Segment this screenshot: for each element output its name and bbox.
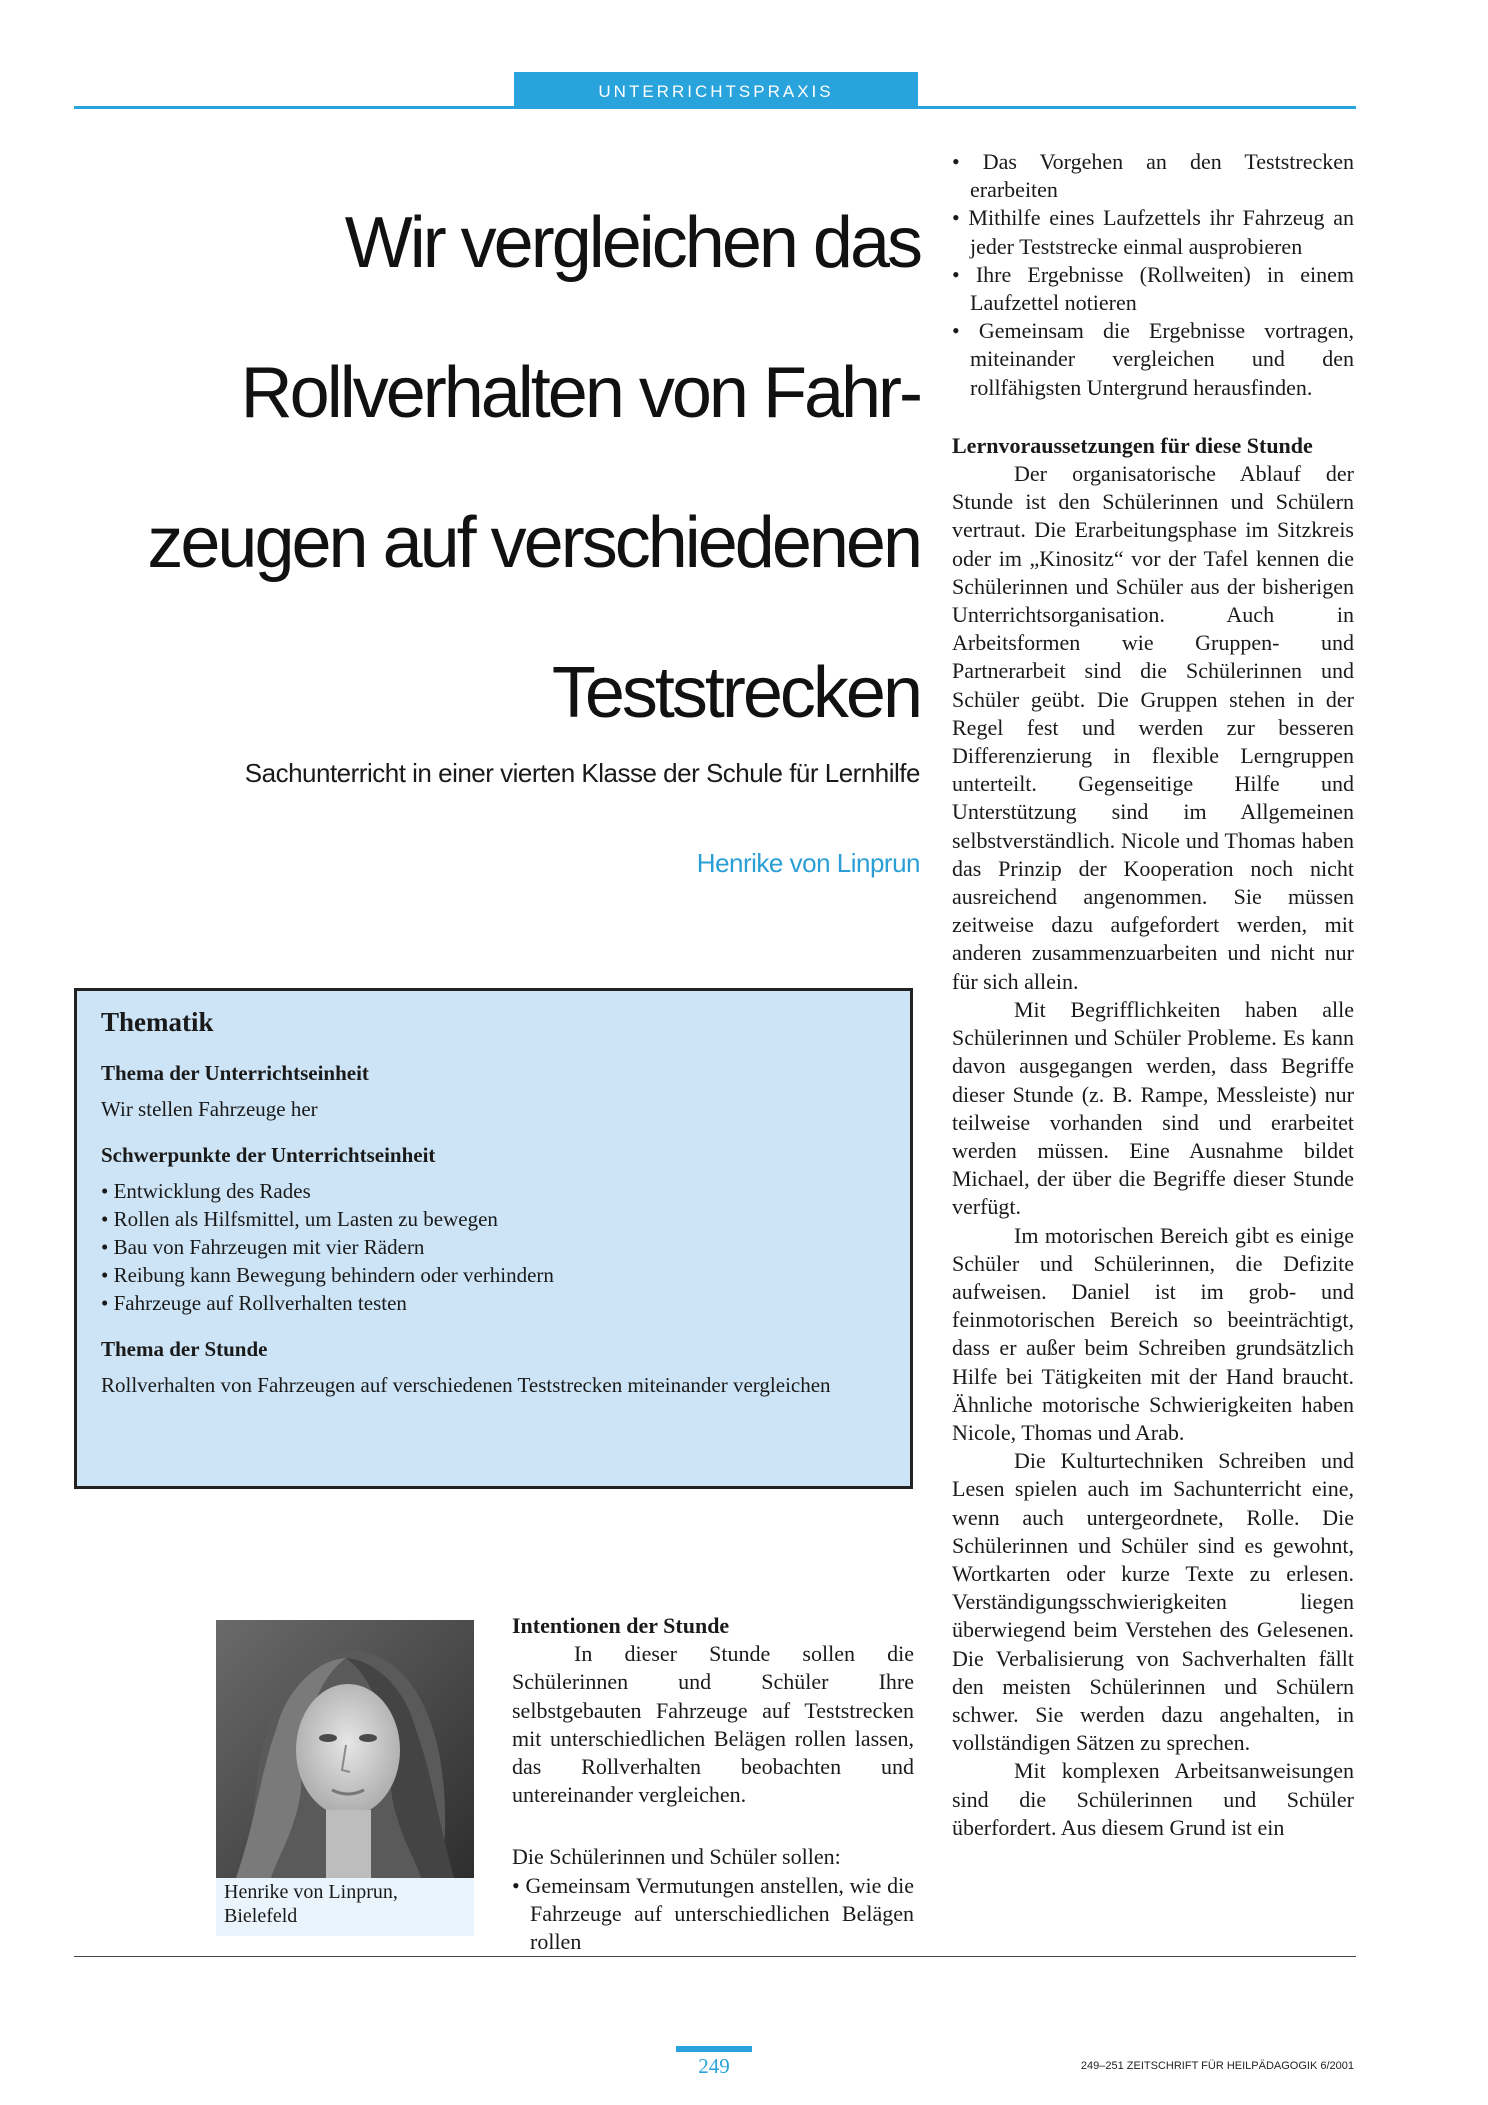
paragraph: Mit komplexen Arbeitsanweisungen sind die Schülerinnen und Schüler überfordert. Aus diesem Grund ist ein (952, 1758, 1354, 1840)
unit-text: Wir stellen Fahrzeuge her (101, 1097, 318, 1121)
paragraph: Mit Begrifflichkeiten haben alle Schülerinnen und Schüler Probleme. Es kann davon ausgegangen werden, dass Begriffe dieser Stunde (z. B. Rampe, Messleiste) nur teilweise vorhanden sind und erarbeitet werden müssen. Eine Ausnahme bildet Michael, der über die Begriffe dieser Stunde verfügt. (952, 996, 1354, 1220)
list-item: • Ihre Ergebnisse (Rollweiten) in einem Laufzettel notieren (952, 261, 1354, 317)
caption-notch (452, 1936, 474, 1948)
unit-heading: Thema der Unterrichtseinheit (101, 1061, 369, 1085)
caption-line: Bielefeld (224, 1905, 298, 1927)
journal-reference: 249–251 ZEITSCHRIFT FÜR HEILPÄDAGOGIK 6/2001 (1080, 2060, 1354, 2072)
list-item: • Gemeinsam die Ergebnisse vortragen, miteinander vergleichen und den rollfähigsten Untergrund herausfinden. (952, 317, 1354, 402)
article-title (60, 168, 920, 768)
thematik-box (74, 988, 913, 1489)
list-item: • Rollen als Hilfsmittel, um Lasten zu bewegen (101, 1205, 888, 1233)
author-photo (216, 1620, 474, 1878)
lernvoraussetzungen-heading: Lernvoraussetzungen für diese Stunde (952, 432, 1313, 458)
focus-list (101, 1177, 888, 1317)
lesson-heading: Thema der Stunde (101, 1337, 268, 1361)
lesson-text: Rollverhalten von Fahrzeugen auf verschiedenen Teststrecken miteinander vergleichen (101, 1373, 831, 1397)
intentionen-heading: Intentionen der Stunde (512, 1613, 730, 1638)
footer-rule (74, 1956, 1356, 1957)
page-number: 249 (698, 2054, 730, 2078)
intentionen-column (512, 1612, 914, 1956)
list-item: • Das Vorgehen an den Teststrecken erarbeiten (952, 148, 1354, 204)
intentionen-paragraph: In dieser Stunde sollen die Schülerinnen und Schüler Ihre selbstgebauten Fahrzeuge auf Teststrecken mit unterschiedlichen Belägen rollen lassen, das Rollverhalten beobachten und untereinander vergleichen. (512, 1641, 914, 1808)
focus-heading: Schwerpunkte der Unterrichtseinheit (101, 1143, 436, 1167)
list-item: • Reibung kann Bewegung behindern oder verhindern (101, 1261, 888, 1289)
section-label: UNTERRICHTSPRAXIS (514, 72, 918, 108)
paragraph: Die Kulturtechniken Schreiben und Lesen spielen auch im Sachunterricht eine, wenn auch untergeordnete, Rolle. Die Schülerinnen und Schüler sind es gewohnt, Wortkarten oder kurze Texte zu erlesen. Verständigungsschwierigkeiten liegen überwiegend beim Verstehen des Gelesenen. Die Verbalisierung von Sachverhalten fällt den meisten Schülerinnen und Schülern schwer. Sie werden dazu angehalten, in vollständigen Sätzen zu sprechen. (952, 1448, 1354, 1756)
list-item: • Mithilfe eines Laufzettels ihr Fahrzeug an jeder Teststrecke einmal ausprobieren (952, 204, 1354, 260)
title-line: zeugen auf verschiedenen (147, 503, 920, 583)
list-item: • Entwicklung des Rades (101, 1177, 888, 1205)
paragraph: Im motorischen Bereich gibt es einige Schüler und Schülerinnen, die Defizite aufweisen. Daniel ist im grob- und feinmotorischen Bereich so beeinträchtigt, dass er außer beim Schreiben grundsätzlich Hilfe bei Tätigkeiten mit der Hand braucht. Ähnliche motorische Schwierigkeiten haben Nicole, Thomas und Arab. (952, 1222, 1354, 1445)
list-item: • Gemeinsam Vermutungen anstellen, wie die Fahrzeuge auf unterschiedlichen Belägen rollen (512, 1872, 914, 1957)
goals-list-continued (952, 148, 1354, 402)
paragraph: Der organisatorische Ablauf der Stunde ist den Schülerinnen und Schülern vertraut. Die Erarbeitungsphase im Sitzkreis oder im „Kinositz“ vor der Tafel kennen die Schülerinnen und Schüler aus der bisherigen Unterrichtsorganisation. Auch in Arbeitsformen wie Gruppen- und Partnerarbeit sind die Schülerinnen und Schüler geübt. Die Gruppen stehen in der Regel fest und werden zur besseren Differenzierung in flexible Lerngruppen unterteilt. Gegenseitige Hilfe und Unterstützung sind im Allgemeinen selbstverständlich. Nicole und Thomas haben das Prinzip der Kooperation noch nicht ausreichend angenommen. Sie müssen zeitweise dazu aufgefordert werden, mit anderen zusammenzuarbeiten und nicht nur für sich allein. (952, 461, 1354, 994)
page-number-bar (676, 2046, 752, 2052)
photo-caption (216, 1878, 474, 1936)
thematik-heading: Thematik (101, 1007, 214, 1037)
goals-intro: Die Schülerinnen und Schüler sollen: (512, 1844, 841, 1870)
article-subtitle: Sachunterricht in einer vierten Klasse der Schule für Lernhilfe (244, 758, 920, 788)
list-item: • Fahrzeuge auf Rollverhalten testen (101, 1289, 888, 1317)
goals-list (512, 1872, 914, 1957)
title-line: Teststrecken (551, 653, 920, 733)
title-line: Wir vergleichen das (344, 203, 920, 283)
caption-line: Henrike von Linprun, (224, 1881, 398, 1903)
title-line: Rollverhalten von Fahr- (240, 353, 920, 433)
portrait-image (216, 1620, 474, 1878)
article-author: Henrike von Linprun (696, 848, 920, 878)
right-column (952, 148, 1354, 1842)
list-item: • Bau von Fahrzeugen mit vier Rädern (101, 1233, 888, 1261)
